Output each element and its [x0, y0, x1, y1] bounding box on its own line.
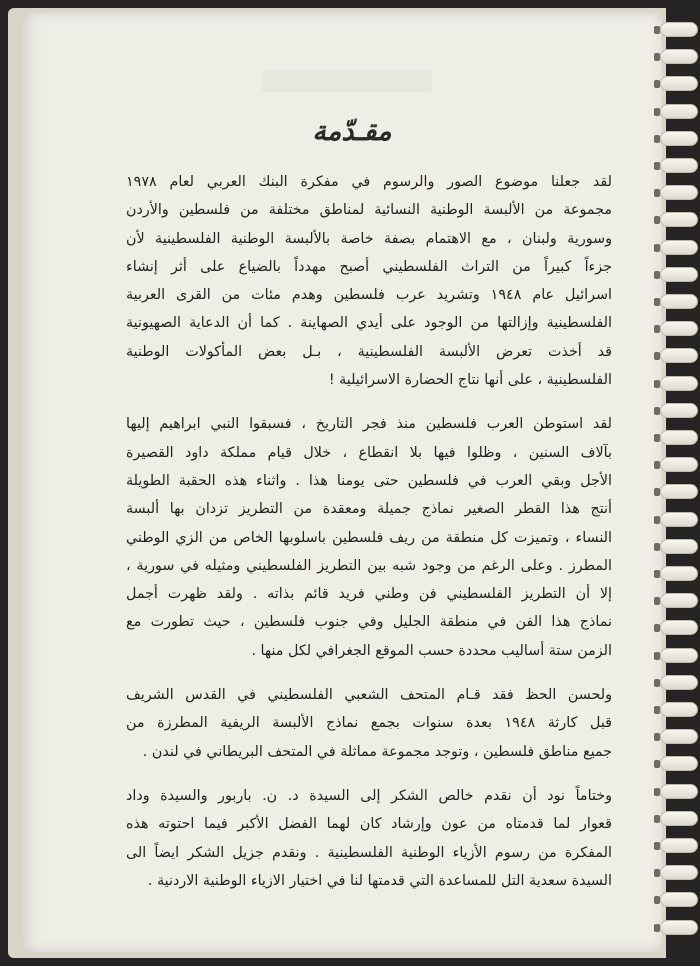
- spiral-coil: [660, 566, 698, 581]
- page-title: مقـدّمة: [312, 116, 392, 147]
- spiral-coil: [660, 920, 698, 935]
- binding-hole: [654, 706, 660, 714]
- binding-hole: [654, 543, 660, 551]
- text-line: أنتج هذا القطر الصغير نماذج جميلة ومعقدة من التطريز تزدان بها ألبسة: [126, 501, 612, 518]
- binding-hole: [654, 624, 660, 632]
- text-line: الفلسطينية وإزالتها من الوجود على أيدي الصهاينة . كما أن الدعاية الصهيونية: [126, 315, 612, 332]
- binding-hole: [654, 380, 660, 388]
- spiral-coil: [660, 403, 698, 418]
- text-line: بآلاف السنين ، وظلوا فيها بلا انقطاع ، خلال قيام مملكة داود القصيرة: [126, 444, 612, 461]
- text-line: لقد استوطن العرب فلسطين منذ فجر التاريخ ، فسبقوا النبي ابراهيم إليها: [126, 416, 612, 433]
- spiral-coil: [660, 376, 698, 391]
- spiral-coil: [660, 811, 698, 826]
- text-line: قد أخذت تعرض الألبسة الفلسطينية ، بـل بعض المأكولات الوطنية: [126, 343, 612, 360]
- spiral-coil: [660, 185, 698, 200]
- text-line: الزمن ستة أساليب محددة حسب الموقع الجغرافي لكل منها .: [251, 642, 612, 659]
- paragraph-2: [126, 410, 612, 665]
- text-line: نماذج هذا الفن في منطقة الجليل وفي جنوب فلسطين ، حيث تطورت مع: [126, 614, 612, 631]
- binding-hole: [654, 244, 660, 252]
- binding-hole: [654, 352, 660, 360]
- text-line: إلا أن التطريز الفلسطيني فن وطني فريد قائم بذاته . ولقد ظهرت أجمل: [126, 586, 612, 603]
- spiral-coil: [660, 76, 698, 91]
- spiral-coil: [660, 675, 698, 690]
- binding-hole: [654, 652, 660, 660]
- paragraph-1: [126, 168, 612, 394]
- introduction-text: [126, 168, 612, 911]
- spiral-coil: [660, 49, 698, 64]
- notebook-page: [22, 12, 662, 952]
- binding-hole: [654, 216, 660, 224]
- binding-hole: [654, 842, 660, 850]
- binding-hole: [654, 516, 660, 524]
- text-line: جزءاً كبيراً من التراث الفلسطيني أصبح مهدداً بالضياع على أثر إنشاء: [126, 258, 612, 275]
- spiral-coil: [660, 457, 698, 472]
- spiral-coil: [660, 539, 698, 554]
- binding-hole: [654, 80, 660, 88]
- text-line: الفلسطينية ، على أنها نتاج الحضارة الاسرائيلية !: [328, 372, 612, 389]
- show-through-heading: [262, 70, 432, 92]
- text-line: النساء ، وتميزت كل منطقة من ريف فلسطين باسلوبها الخاص من الزي الوطني: [126, 529, 612, 546]
- spiral-coil: [660, 702, 698, 717]
- spiral-coil: [660, 729, 698, 744]
- spiral-coil: [660, 104, 698, 119]
- binding-hole: [654, 461, 660, 469]
- spiral-coil: [660, 240, 698, 255]
- text-line: المفكرة من رسوم الأزياء الوطنية الفلسطينية . ونقدم جزيل الشكر ايضاً الى: [126, 844, 612, 861]
- binding-hole: [654, 135, 660, 143]
- spiral-coil: [660, 648, 698, 663]
- text-line: اسرائيل عام ١٩٤٨ وتشريد عرب فلسطين وهدم مئات من القرى العربية: [126, 287, 612, 304]
- binding-hole: [654, 597, 660, 605]
- binding-hole: [654, 108, 660, 116]
- binding-hole: [654, 570, 660, 578]
- text-line: المطرز . وعلى الرغم من وجود شبه بين التطريز الفلسطيني ومثيله في سورية ،: [126, 557, 612, 574]
- spiral-coil: [660, 212, 698, 227]
- spiral-coil: [660, 22, 698, 37]
- spiral-binding: [656, 22, 700, 952]
- binding-hole: [654, 869, 660, 877]
- binding-hole: [654, 434, 660, 442]
- spiral-coil: [660, 348, 698, 363]
- spiral-coil: [660, 484, 698, 499]
- spiral-coil: [660, 321, 698, 336]
- text-line: قعوار لما قدمتاه من عون وإرشاد كان لهما الفضل الأكبر فيما احتوته هذه: [126, 816, 612, 833]
- text-line: السيدة سعدية التل للمساعدة التي قدمتها لنا في اختيار الازياء الوطنية الاردنية .: [147, 872, 612, 889]
- spiral-coil: [660, 892, 698, 907]
- binding-hole: [654, 325, 660, 333]
- binding-hole: [654, 760, 660, 768]
- text-line: وختاماً نود أن نقدم خالص الشكر إلى السيدة د. ن. باربور والسيدة وداد: [126, 787, 612, 804]
- binding-hole: [654, 26, 660, 34]
- binding-hole: [654, 924, 660, 932]
- text-line: الأجل وبقي العرب في فلسطين حتى يومنا هذا . واثناء هذه الحقبة الطويلة: [126, 472, 612, 489]
- spiral-coil: [660, 158, 698, 173]
- binding-hole: [654, 896, 660, 904]
- binding-hole: [654, 298, 660, 306]
- paragraph-3: [126, 681, 612, 766]
- text-line: مجموعة من الألبسة الوطنية النسائية لمناطق مختلفة من فلسطين والأردن: [126, 202, 612, 219]
- binding-hole: [654, 162, 660, 170]
- binding-hole: [654, 271, 660, 279]
- spiral-coil: [660, 430, 698, 445]
- text-line: جميع مناطق فلسطين ، وتوجد مجموعة مماثلة في المتحف البريطاني في لندن .: [142, 743, 612, 760]
- spiral-coil: [660, 267, 698, 282]
- binding-hole: [654, 189, 660, 197]
- text-line: وسورية ولبنان ، مع الاهتمام بصفة خاصة بالألبسة الوطنية الفلسطينية لأن: [126, 230, 612, 247]
- binding-hole: [654, 53, 660, 61]
- paragraph-4: [126, 782, 612, 895]
- spiral-coil: [660, 838, 698, 853]
- spiral-coil: [660, 865, 698, 880]
- text-line: قبل كارثة ١٩٤٨ بعدة سنوات بجمع نماذج الألبسة الريفية المطرزة من: [126, 715, 612, 732]
- spiral-coil: [660, 784, 698, 799]
- spiral-coil: [660, 593, 698, 608]
- binding-hole: [654, 679, 660, 687]
- binding-hole: [654, 815, 660, 823]
- spiral-coil: [660, 131, 698, 146]
- binding-hole: [654, 733, 660, 741]
- binding-hole: [654, 407, 660, 415]
- spiral-coil: [660, 512, 698, 527]
- spiral-coil: [660, 294, 698, 309]
- spiral-coil: [660, 756, 698, 771]
- text-line: لقد جعلنا موضوع الصور والرسوم في مفكرة البنك العربي لعام ١٩٧٨: [126, 174, 612, 190]
- binding-hole: [654, 488, 660, 496]
- text-line: ولحسن الحظ فقد قـام المتحف الشعبي الفلسطيني في القدس الشريف: [126, 687, 612, 704]
- binding-hole: [654, 788, 660, 796]
- spiral-coil: [660, 620, 698, 635]
